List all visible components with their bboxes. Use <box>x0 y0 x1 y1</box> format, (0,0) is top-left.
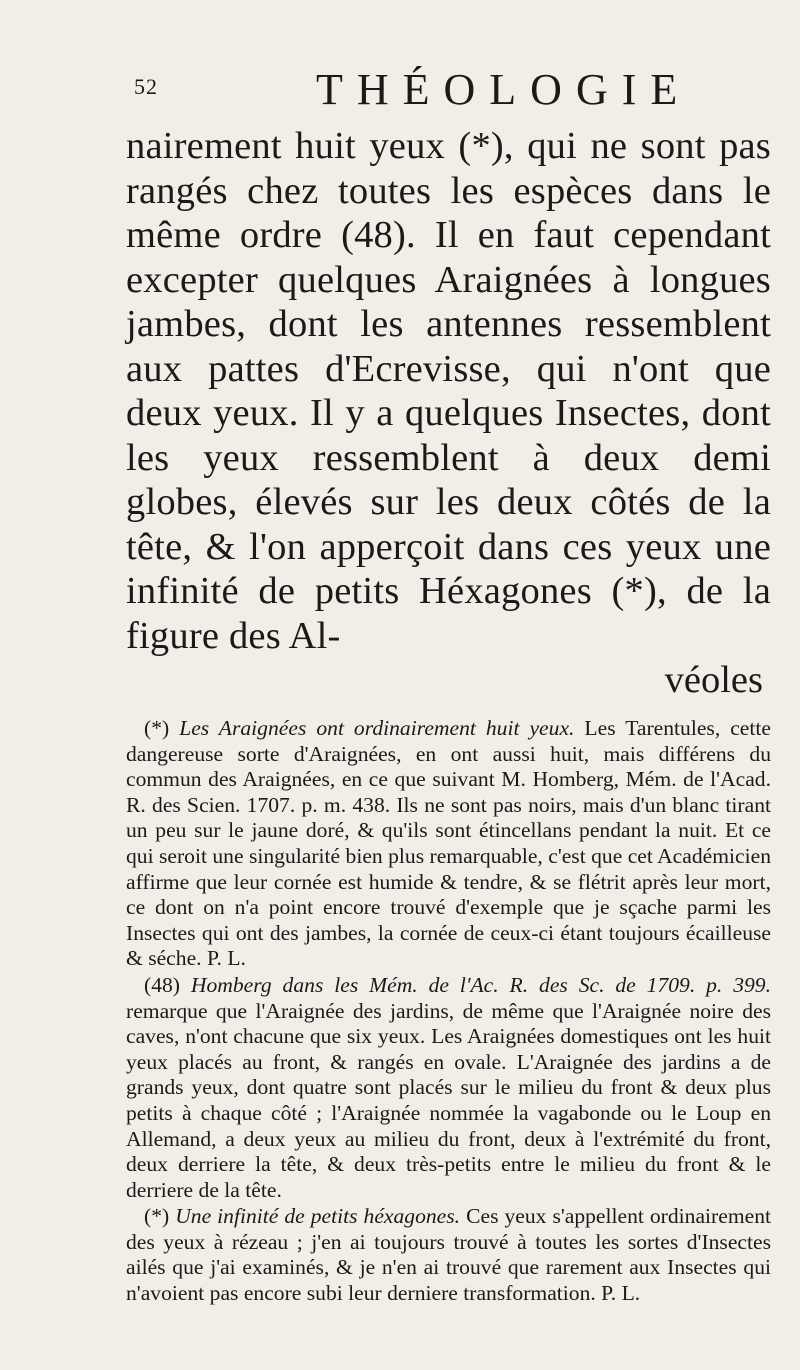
footnote-text: remarque que l'Araignée des jardins, de même que l'Araignée noire des caves, n'ont chacune que six yeux. Les Araignées domestiques ont les huit yeux placés au front, & rangés en ovale. L'Araignée des jardins a de grands yeux, dont quatre sont placés sur le milieu du front & deux plus petits à chaque côté ; l'Araignée nommée la vagabonde ou le Loup en Allemand, a deux yeux au milieu du front, deux à l'extrémité du front, deux derriere la tête, & deux très-petits entre le milieu du front & le derriere de la tête. <box>126 998 771 1202</box>
footnote-text: Ces yeux s'appellent ordinairement des yeux à rézeau ; j'en ai toujours trouvé à toutes les sortes d'Insectes ailés que j'ai examinés, & je n'en ai trouvé que rarement aux Insectes qui n'avoient pas encore subi leur derniere transformation. P. L. <box>126 1204 771 1306</box>
page-number: 52 <box>134 74 158 99</box>
book-page <box>126 64 771 1307</box>
footnote-marker: (48) <box>144 972 180 997</box>
footnote-marker: (*) <box>144 716 170 740</box>
footnote-lemma: Homberg dans les Mém. de l'Ac. R. des Sc. de 1709. p. 399. <box>190 972 772 997</box>
footnote-hexagones <box>126 1204 771 1306</box>
footnote-48-homberg <box>126 973 771 1203</box>
page-header <box>126 64 771 124</box>
footnotes <box>126 716 771 1307</box>
footnote-marker: (*) <box>144 1204 170 1229</box>
main-text: nairement huit yeux (*), qui ne sont pas rangés chez toutes les espèces dans le même ordre (48). Il en faut cependant excepter quelques Araignées à longues jambes, dont les antennes ressemblent aux pattes d'Ecrevisse, qui n'ont que deux yeux. Il y a quelques Insectes, dont les yeux ressemblent à deux demi globes, élevés sur les deux côtés de la tête, & l'on apperçoit dans ces yeux une infinité de petits Héxagones (*), de la figure des Al- <box>126 125 771 657</box>
footnote-lemma: Les Araignées ont ordinairement huit yeux. <box>179 716 575 740</box>
catchword: véoles <box>664 659 763 701</box>
footnote-lemma: Une infinité de petits héxagones. <box>175 1204 461 1229</box>
footnote-text: Les Tarentules, cette dangereuse sorte d'Araignées, en ont aussi huit, mais différens du commun des Araignées, en ce que suivant M. Homberg, Mém. de l'Acad. R. des Scien. 1707. p. m. 438. Ils ne sont pas noirs, mais d'un blanc tirant un peu sur le jaune doré, & qu'ils sont étincellans pendant la nuit. Et ce qui seroit une singularité bien plus remarquable, c'est que cet Académicien affirme que leur cornée est humide & tendre, & se flétrit après leur mort, ce dont on n'a point encore trouvé d'exemple que je sçache parmi les Insectes qui ont des jambes, la cornée de ceux-ci étant toujours écailleuse & séche. P. L. <box>126 716 771 971</box>
running-title: THÉOLOGIE <box>316 65 692 114</box>
footnote-tarentules <box>126 716 771 972</box>
